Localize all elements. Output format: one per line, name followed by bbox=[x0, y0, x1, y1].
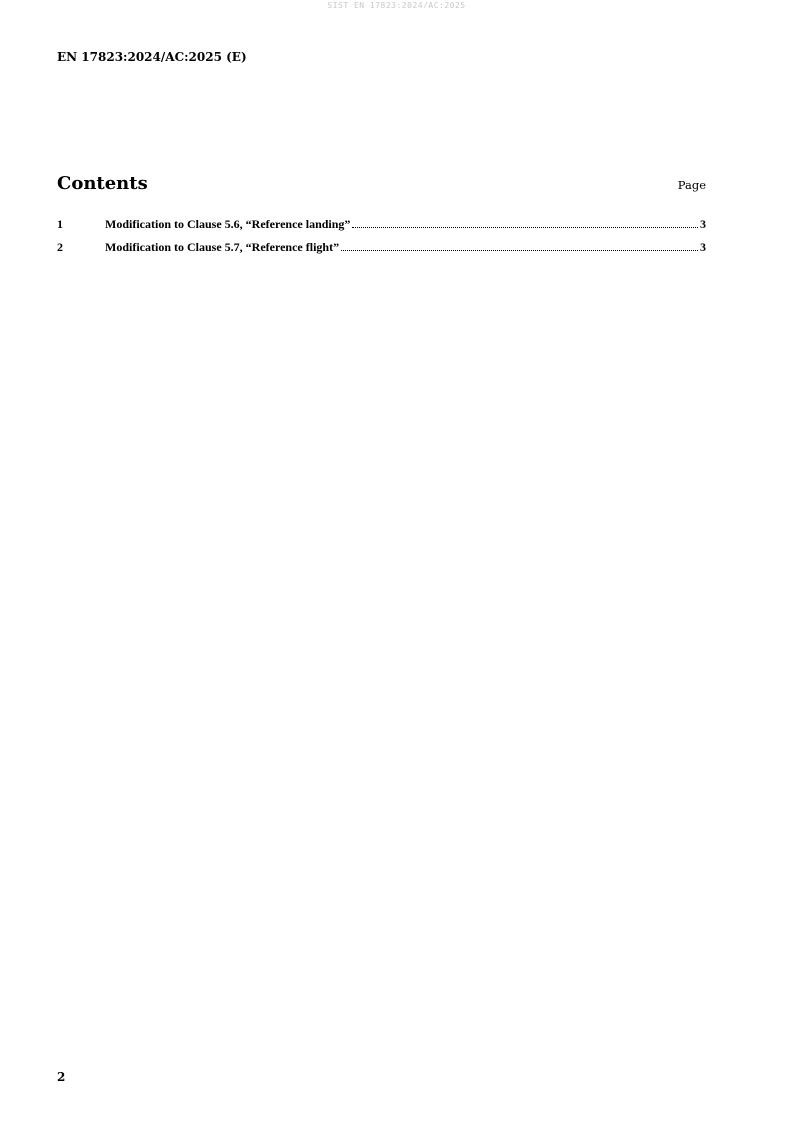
toc-entry-number: 1 bbox=[57, 217, 63, 231]
toc-entry-page: 3 bbox=[700, 217, 706, 231]
page-number: 2 bbox=[57, 1070, 66, 1084]
toc-entry-title: Modification to Clause 5.6, “Reference landing” bbox=[105, 217, 351, 231]
toc-entry-1[interactable] bbox=[57, 216, 706, 232]
page-column-label: Page bbox=[677, 178, 706, 192]
contents-heading: Contents bbox=[57, 173, 148, 194]
table-of-contents bbox=[57, 216, 706, 262]
toc-entry-page: 3 bbox=[700, 240, 706, 254]
toc-entry-2[interactable] bbox=[57, 239, 706, 255]
document-identifier: EN 17823:2024/AC:2025 (E) bbox=[57, 50, 247, 64]
watermark: SIST EN 17823:2024/AC:2025 bbox=[327, 1, 466, 10]
dot-leader bbox=[352, 226, 698, 228]
toc-entry-number: 2 bbox=[57, 240, 63, 254]
toc-entry-title: Modification to Clause 5.7, “Reference flight” bbox=[105, 240, 340, 254]
dot-leader bbox=[341, 249, 698, 251]
